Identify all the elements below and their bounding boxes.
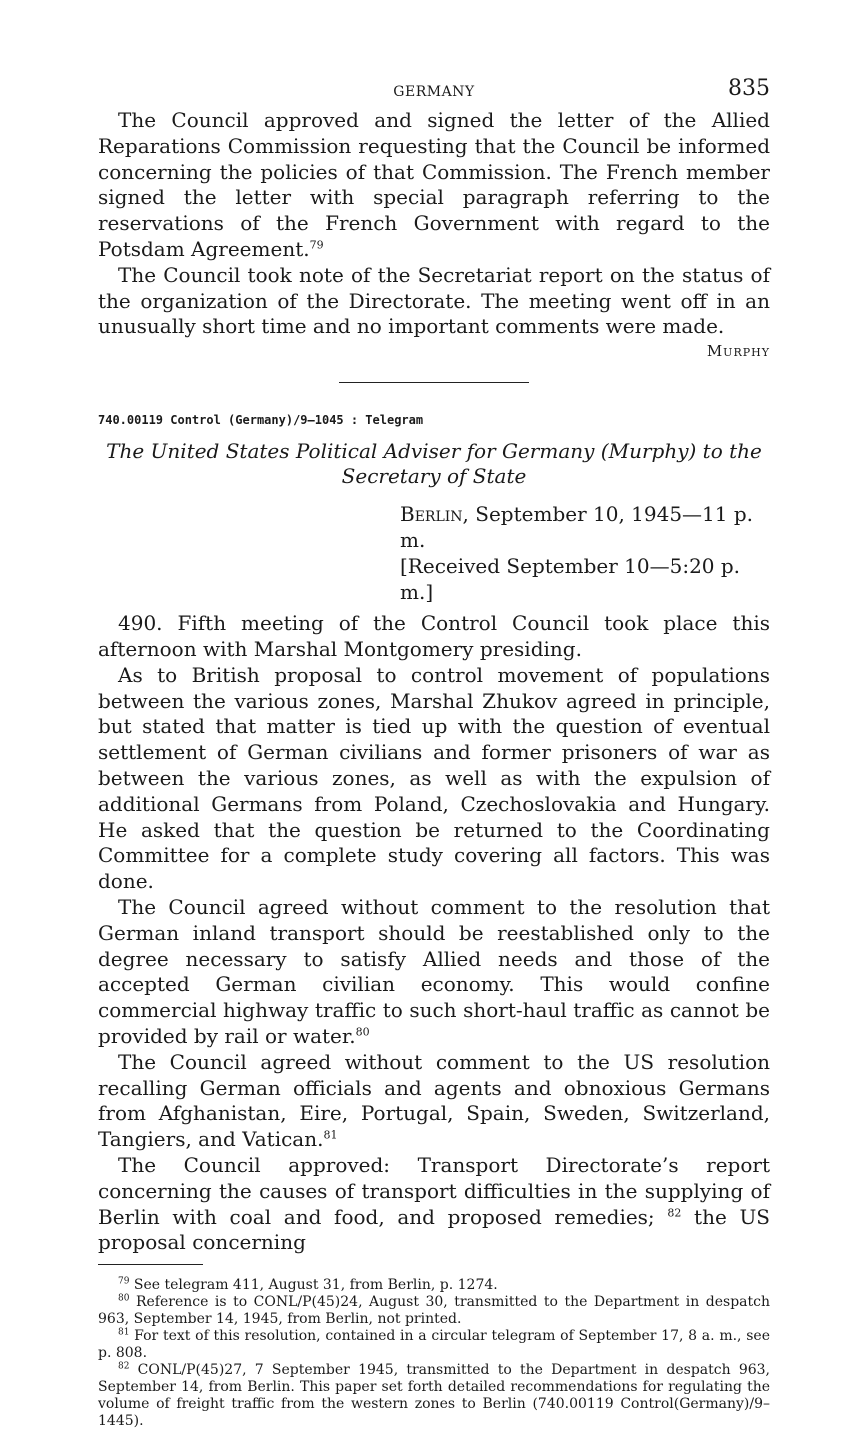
paragraph-recalling-officials: The Council agreed without comment to the US resolution recalling German officials and agents and obnoxious Germans from Afghanistan, Eire, Portugal, Spain, Sweden, Switzerland, Tangiers, and Vatican.$^{81}$ xyxy=(98,1049,770,1152)
dateline-sent: Berlin, September 10, 1945—11 p. m. xyxy=(400,502,754,553)
signature: Murphy xyxy=(706,342,770,361)
paragraph-transport-report: The Council approved: Transport Directorate’s report concerning the causes of transport difficulties in the supplying of Berlin with coal and food, and proposed remedies; $^{82}$ the US proposal concerning xyxy=(98,1152,771,1255)
dateline-received: [Received September 10—5:20 p. m.] xyxy=(400,554,741,605)
section-divider xyxy=(339,382,529,383)
running-title: GERMANY xyxy=(393,84,475,100)
paragraph-reparations: The Council approved and signed the letter of the Allied Reparations Commission requesting that the Council be informed concerning the policies of that Commission. The French member signed the letter with special paragraph referring to the reservations of the French Government with regard to the Potsdam Agreement.$^{79}$ xyxy=(98,108,770,261)
dateline xyxy=(400,501,770,605)
footnote-divider xyxy=(98,1264,203,1265)
footnote-ref-81: 81 xyxy=(323,1128,338,1142)
footnote-81: $^{81}$ For text of this resolution, contained in a circular telegram of September 17, 8 a. m., see p. 808. xyxy=(98,1327,770,1362)
document-heading: The United States Political Adviser for Germany (Murphy) to the Secretary of State xyxy=(106,439,762,489)
file-reference: 740.00119 Control (Germany)/9–1045 : Telegram xyxy=(98,413,424,428)
footnote-ref-79: 79 xyxy=(309,238,324,252)
footnote-80: $^{80}$ Reference is to CONL/P(45)24, August 30, transmitted to the Department in despatch 963, September 14, 1945, from Berlin, not printed. xyxy=(98,1293,770,1328)
footnotes xyxy=(98,1277,770,1430)
footnote-82: $^{82}$ CONL/P(45)27, 7 September 1945, transmitted to the Department in despatch 963, September 14, from Berlin. This paper set forth detailed recommendations for regulating the volume of freight traffic from the western zones to Berlin (740.00119 Control(Germany)/9–1445). xyxy=(98,1361,770,1430)
document-page xyxy=(98,76,770,1430)
paragraph-secretariat: The Council took note of the Secretariat report on the status of the organization of the Directorate. The meeting went off in an unusually short time and no important comments were made. xyxy=(98,262,770,339)
footnote-ref-82: 82 xyxy=(667,1205,682,1219)
running-header xyxy=(98,76,770,108)
footnote-ref-80: 80 xyxy=(355,1025,370,1039)
dateline-place: Berlin xyxy=(400,502,463,527)
paragraph-inland-transport: The Council agreed without comment to the resolution that German inland transport should be reestablished only to the degree necessary to satisfy Allied needs and those of the accepted German civilian economy. This would confine commercial highway traffic to such short-haul traffic as cannot be provided by rail or water.$^{80}$ xyxy=(98,894,770,1048)
paragraph-populations: As to British proposal to control movement of populations between the various zones, Marshal Zhukov agreed in principle, but stated that matter is tied up with the question of eventual settlement of German civilians and former prisoners of war as between the various zones, as well as with the expulsion of additional Germans from Poland, Czechoslovakia and Hungary. He asked that the question be returned to the Coordinating Committee for a complete study covering all factors. This was done. xyxy=(98,662,770,894)
paragraph-fifth-meeting: 490. Fifth meeting of the Control Council took place this afternoon with Marshal Montgomery presiding. xyxy=(98,611,770,661)
telegram-body xyxy=(98,611,770,1256)
page-number: 835 xyxy=(728,76,770,101)
footnote-79: $^{79}$ See telegram 411, August 31, from Berlin, p. 1274. xyxy=(118,1276,498,1294)
